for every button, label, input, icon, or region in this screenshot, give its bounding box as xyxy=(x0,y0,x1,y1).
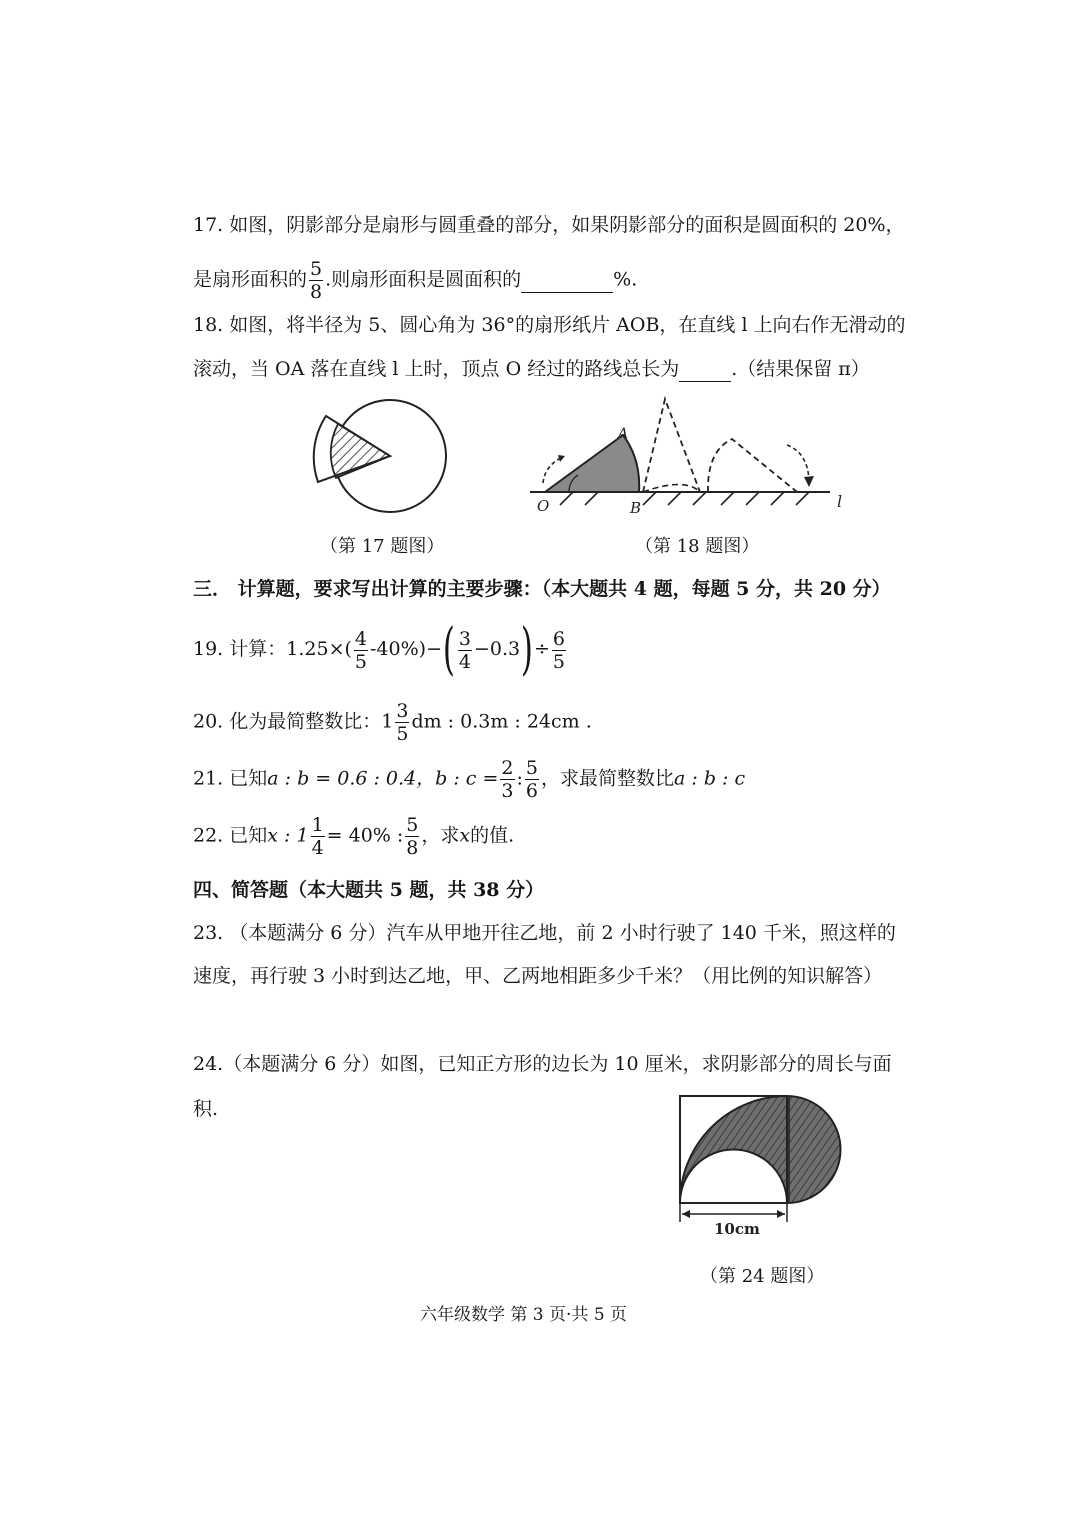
label-o: O xyxy=(537,497,550,515)
q19-prefix: 19. 计算： xyxy=(193,638,287,660)
figure-24-caption: （第 24 题图） xyxy=(700,1266,825,1287)
q17-text-c: %. xyxy=(613,268,638,291)
q23-line1: 23. （本题满分 6 分）汽车从甲地开往乙地，前 2 小时行驶了 140 千米，照这样的 xyxy=(193,922,896,944)
q19-f1-den: 5 xyxy=(354,650,367,673)
q19-f2-num: 3 xyxy=(458,627,471,650)
q19-term2: -40%)− xyxy=(370,638,442,660)
page-footer: 六年级数学 第 3 页·共 5 页 xyxy=(420,1305,628,1325)
q19-line xyxy=(193,617,568,682)
q22-f1-den: 4 xyxy=(311,837,324,859)
q19-fraction-1 xyxy=(354,628,368,673)
ground-hatching xyxy=(560,492,809,505)
dashed-sector-1 xyxy=(643,399,700,492)
q19-term1: 1.25×( xyxy=(286,638,352,660)
q19-f3-num: 6 xyxy=(552,627,565,650)
section-3-heading: 三． 计算题，要求写出计算的主要步骤：（本大题共 4 题，每题 5 分，共 20 分） xyxy=(193,578,891,600)
shaded-half-circle xyxy=(787,1096,841,1203)
figure-17 xyxy=(310,400,460,525)
label-l: l xyxy=(837,492,843,511)
q22-line xyxy=(193,814,514,859)
dashed-arc-1 xyxy=(643,485,700,493)
q18-line2 xyxy=(193,357,870,382)
q19-term3: −0.3 xyxy=(473,638,521,660)
dimension-arrow-right xyxy=(777,1210,785,1218)
q21-f2-den: 6 xyxy=(525,780,538,802)
q21-colon: : xyxy=(516,767,523,790)
q17-answer-blank xyxy=(521,268,613,293)
q23-line2: 速度，再行驶 3 小时到达乙地，甲、乙两地相距多少千米？（用比例的知识解答） xyxy=(193,965,883,987)
q22-f1-num: 1 xyxy=(311,814,324,836)
q21-line xyxy=(193,757,745,802)
q22-f2-num: 5 xyxy=(406,814,419,836)
q24-line2: 积. xyxy=(193,1098,219,1120)
q19-fraction-3 xyxy=(552,628,566,673)
q19-fraction-2 xyxy=(458,628,472,673)
q21-ratio: a : b : c xyxy=(674,767,746,790)
q20-rest: dm : 0.3m : 24cm . xyxy=(411,710,592,733)
q21-fraction-1 xyxy=(500,757,514,802)
q17-text-b: .则扇形面积是圆面积的 xyxy=(325,268,522,291)
q17-fraction xyxy=(309,258,323,303)
q21-fraction-2 xyxy=(525,757,539,802)
q24-line1: 24.（本题满分 6 分）如图，已知正方形的边长为 10 厘米，求阴影部分的周长与面 xyxy=(193,1053,892,1075)
figure-24 xyxy=(672,1090,862,1250)
dimension-arrow-left xyxy=(682,1210,690,1218)
q22-f2-den: 8 xyxy=(406,837,419,859)
q19-f2-den: 4 xyxy=(458,650,471,673)
figure-17-caption: （第 17 题图） xyxy=(320,536,445,557)
q19-f1-num: 4 xyxy=(354,627,367,650)
dimension-label: 10cm xyxy=(714,1220,760,1238)
q20-prefix: 20. 化为最简整数比： xyxy=(193,710,382,733)
q20-f-num: 3 xyxy=(396,700,409,722)
q22-expr1: x : 1 xyxy=(267,824,309,847)
q17-line2 xyxy=(193,258,637,303)
sector-aob xyxy=(545,435,639,492)
q18-text-b: .（结果保留 π） xyxy=(731,358,870,380)
q19-divide: ÷ xyxy=(533,638,550,660)
q20-fraction xyxy=(395,700,409,745)
q21-suffix: ，求最简整数比 xyxy=(541,767,675,790)
q21-f1-den: 3 xyxy=(501,780,514,802)
q22-prefix: 22. 已知 xyxy=(193,824,268,847)
figure-18 xyxy=(525,395,855,520)
label-b: B xyxy=(630,499,642,517)
q18-answer-blank xyxy=(679,357,731,382)
rotation-arrow-right xyxy=(787,445,809,481)
q18-text-a: 滚动，当 OA 落在直线 l 上时，顶点 O 经过的路线总长为 xyxy=(193,358,680,380)
arrowhead-right xyxy=(804,476,814,487)
q19-right-paren: ) xyxy=(520,617,534,682)
q19-left-paren: ( xyxy=(442,617,455,682)
figure-18-caption: （第 18 题图） xyxy=(635,536,760,557)
q21-f2-num: 5 xyxy=(525,757,538,779)
q17-frac-num: 5 xyxy=(310,258,323,280)
section-4-heading: 四、简答题（本大题共 5 题，共 38 分） xyxy=(193,879,545,901)
q21-expr1: a : b = 0.6 : 0.4， xyxy=(267,767,436,790)
arrowhead-left xyxy=(558,455,565,462)
q20-whole: 1 xyxy=(381,710,394,733)
q22-expr2: = 40% : xyxy=(326,824,404,847)
q21-f1-num: 2 xyxy=(501,757,514,779)
q20-f-den: 5 xyxy=(396,723,409,745)
q17-text-a: 是扇形面积的 xyxy=(193,268,308,291)
q22-suffix: ，求 xyxy=(421,824,460,847)
q22-fraction-1 xyxy=(311,814,325,859)
q17-frac-den: 8 xyxy=(310,281,323,303)
q21-expr2: b : c = xyxy=(435,767,499,790)
q17-line1: 17. 如图，阴影部分是扇形与圆重叠的部分，如果阴影部分的面积是圆面积的 20%， xyxy=(193,214,905,236)
label-a: A xyxy=(618,426,629,442)
q21-prefix: 21. 已知 xyxy=(193,767,268,790)
q20-line xyxy=(193,700,592,745)
q22-suffix2: 的值. xyxy=(470,824,515,847)
dashed-sector-2 xyxy=(708,439,797,492)
q22-var: x xyxy=(459,824,471,847)
q18-line1: 18. 如图，将半径为 5、圆心角为 36°的扇形纸片 AOB，在直线 l 上向右作无滑动的 xyxy=(193,314,906,336)
q19-f3-den: 5 xyxy=(552,650,565,673)
q22-fraction-2 xyxy=(405,814,419,859)
